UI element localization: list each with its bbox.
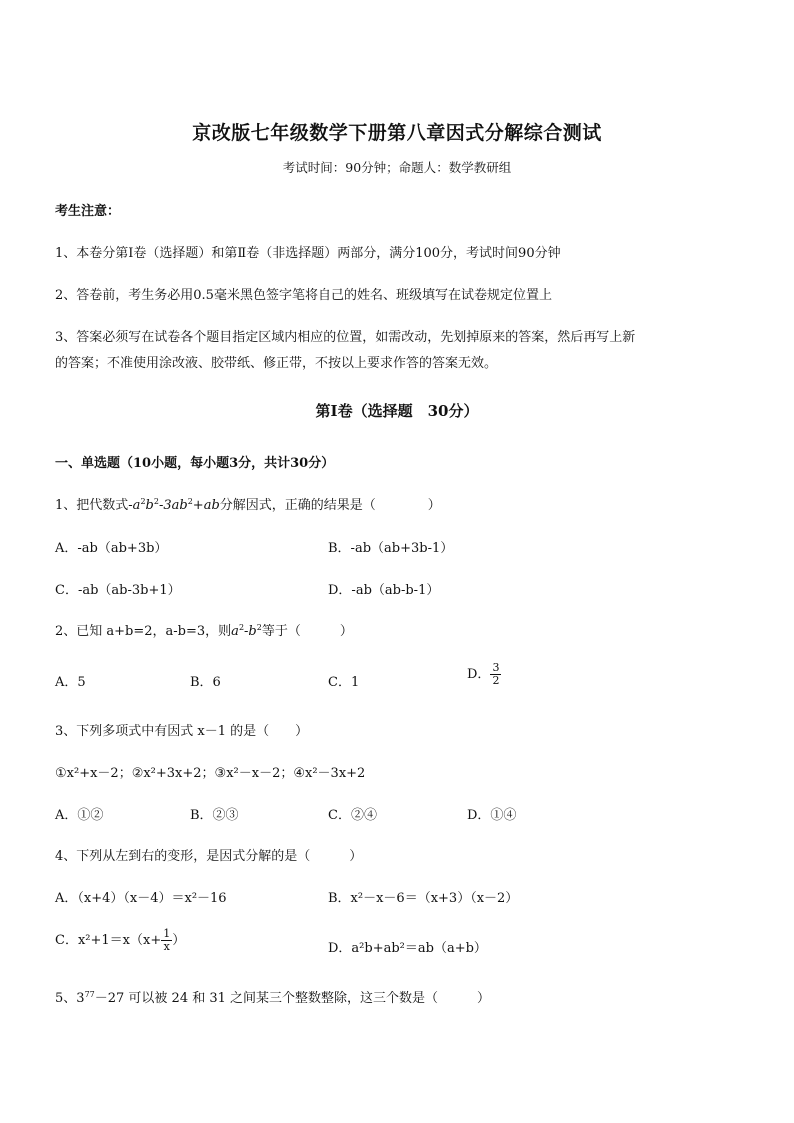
exam-subtitle: 考试时间：90分钟；命题人：数学教研组 xyxy=(282,160,512,175)
q2-sup-2: 2 xyxy=(256,623,262,632)
q3-option-d[interactable]: D．①④ xyxy=(467,808,517,823)
q1-expr-a: -a xyxy=(128,498,141,513)
question-3-stem: 3、下列多项式中有因式 x－1 的是（ ） xyxy=(55,724,309,739)
q1-option-d[interactable]: D．-ab（ab-b-1） xyxy=(328,583,440,598)
q1-prefix: 1、把代数式 xyxy=(55,498,129,513)
q5-exponent: 77 xyxy=(84,990,95,999)
q2-option-d[interactable] xyxy=(467,662,501,687)
question-2-stem xyxy=(55,620,353,639)
q1-expr-d: +ab xyxy=(192,498,220,513)
notice-item-2: 2、答卷前，考生务必用0.5毫米黑色签字笔将自己的姓名、班级填写在试卷规定位置上 xyxy=(55,288,552,303)
fraction-numerator: 1 xyxy=(163,927,171,940)
q2-option-d-prefix: D． xyxy=(467,667,491,682)
q5-suffix: －27 可以被 24 和 31 之间某三个整数整除，这三个数是（ ） xyxy=(94,991,491,1006)
q1-sup-b: 2 xyxy=(153,497,159,506)
question-5-stem xyxy=(55,987,490,1006)
q2-suffix: 等于（ ） xyxy=(261,624,353,639)
question-1-stem xyxy=(55,494,441,513)
q1-sup-c: 2 xyxy=(187,497,193,506)
exam-title: 京改版七年级数学下册第八章因式分解综合测试 xyxy=(192,122,602,144)
q2-option-c[interactable]: C．1 xyxy=(328,675,360,690)
q4-option-d[interactable]: D．a²b+ab²＝ab（a+b） xyxy=(328,941,487,956)
question-4-stem: 4、下列从左到右的变形，是因式分解的是（ ） xyxy=(55,849,363,864)
q2-option-a[interactable]: A．5 xyxy=(55,675,86,690)
q1-option-c[interactable]: C．-ab（ab-3b+1） xyxy=(55,583,181,598)
q1-sup-a: 2 xyxy=(140,497,146,506)
section-title: 第Ⅰ卷（选择题 30分） xyxy=(315,402,479,420)
q3-option-b[interactable]: B．②③ xyxy=(190,808,239,823)
fraction-denominator: 2 xyxy=(492,674,500,687)
fraction-numerator: 3 xyxy=(492,661,500,674)
q2-option-b[interactable]: B．6 xyxy=(190,675,221,690)
part-heading: 一、单选题（10小题，每小题3分，共计30分） xyxy=(55,456,335,471)
q1-option-b[interactable]: B．-ab（ab+3b-1） xyxy=(328,541,454,556)
q1-expr-c: -3ab xyxy=(158,498,188,513)
notice-item-3-line-2: 的答案；不准使用涂改液、胶带纸、修正带，不按以上要求作答的答案无效。 xyxy=(55,356,498,371)
q1-suffix: 分解因式，正确的结果是（ ） xyxy=(219,498,441,513)
q3-option-a[interactable]: A．①② xyxy=(55,808,104,823)
fraction-denominator: x xyxy=(163,940,170,953)
q4-option-c[interactable] xyxy=(55,928,185,953)
notice-item-1: 1、本卷分第Ⅰ卷（选择题）和第Ⅱ卷（非选择题）两部分，满分100分，考试时间90分钟 xyxy=(55,246,561,261)
q5-base: 3 xyxy=(76,991,85,1006)
notice-item-3-line-1: 3、答案必须写在试卷各个题目指定区域内相应的位置，如需改动，先划掉原来的答案，然后再写上新 xyxy=(55,330,636,345)
q5-prefix: 5、 xyxy=(55,991,77,1006)
q1-option-a[interactable]: A．-ab（ab+3b） xyxy=(55,541,168,556)
q4-option-a[interactable]: A．（x+4）（x－4）＝x²－16 xyxy=(55,891,227,906)
q4-option-c-prefix: C．x²+1＝x（x+ xyxy=(55,933,162,948)
q3-option-c[interactable]: C．②④ xyxy=(328,808,377,823)
q4-option-b[interactable]: B．x²－x－6＝（x+3）（x－2） xyxy=(328,891,519,906)
q1-expr-b: b xyxy=(145,498,154,513)
q2-mid: -b xyxy=(244,624,257,639)
notice-heading: 考生注意： xyxy=(55,204,121,219)
q2-prefix: 2、已知 a+b=2，a-b=3，则 xyxy=(55,624,232,639)
q4-option-c-suffix: ） xyxy=(172,933,186,948)
q4-option-c-fraction xyxy=(161,928,172,953)
q2-expr: a xyxy=(231,624,239,639)
q2-option-d-fraction xyxy=(490,662,501,687)
q2-sup-1: 2 xyxy=(238,623,245,632)
q3-items: ①x²+x－2；②x²+3x+2；③x²－x－2；④x²－3x+2 xyxy=(55,766,366,781)
